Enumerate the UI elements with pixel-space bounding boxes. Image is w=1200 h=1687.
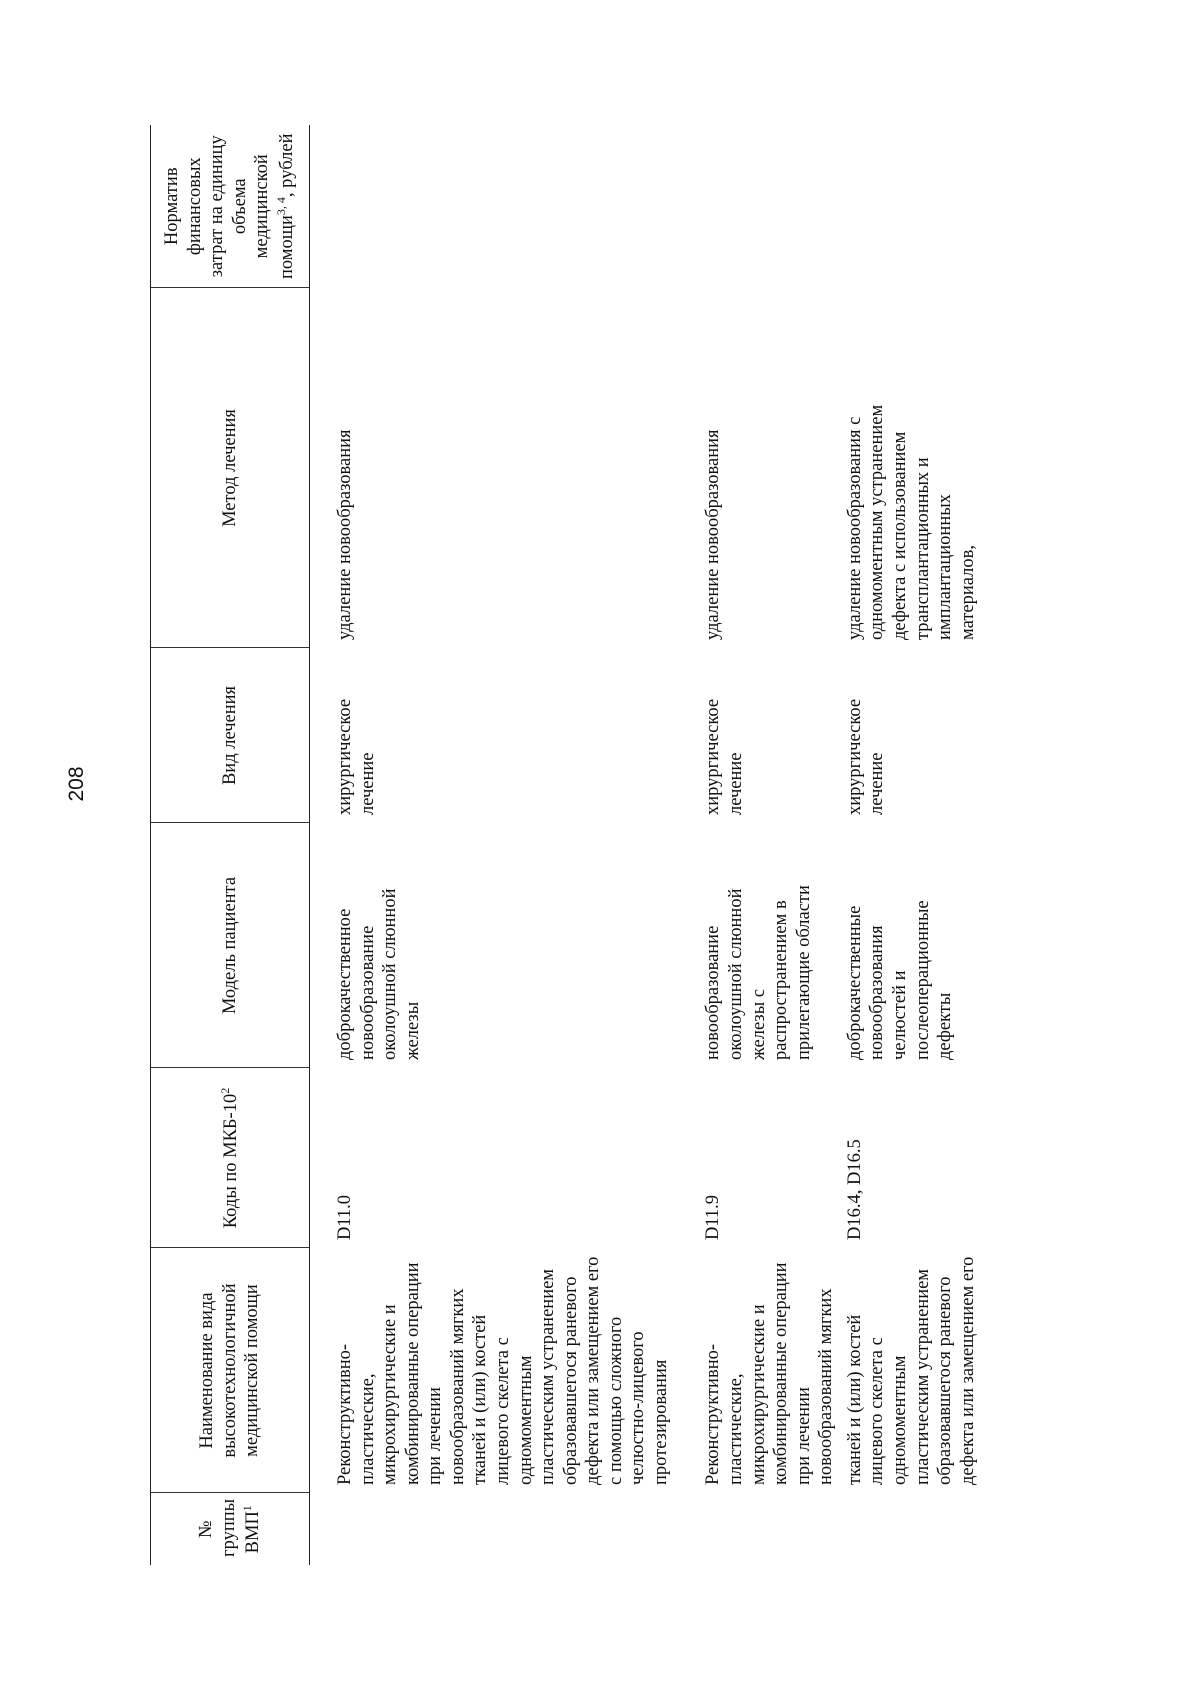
cell-icd-codes: D16.4, D16.5 [844, 1139, 865, 1240]
table-row [838, 125, 979, 1565]
header-patient-model: Модель пациента [151, 823, 310, 1068]
cell-group-number [672, 1493, 837, 1565]
cell-cost-norm [672, 125, 837, 288]
cell-vmp-name: тканей и (или) костей лицевого скелета с одномоментным пластическим устранением образовавшегося раневого дефекта или замещением его [844, 1256, 978, 1485]
table-row [310, 125, 673, 1565]
cell-patient-model: доброкачественные новообразования челюстей и послеоперационные дефекты [844, 900, 956, 1060]
table-row [672, 125, 837, 1565]
cell-treatment-method: удаление новообразования [703, 429, 724, 640]
rotated-table-page [150, 125, 1030, 1565]
cell-cost-norm [310, 125, 673, 288]
cell-group-number [310, 1493, 673, 1565]
header-vmp-name: Наименование вида высокотехнологичной медицинской помощи [151, 1248, 310, 1493]
cell-treatment-type: хирургическое лечение [703, 698, 746, 815]
cell-treatment-method: удаление новообразования [335, 429, 355, 640]
cell-icd-codes: D11.0 [335, 1194, 355, 1240]
cell-treatment-method: удаление новообразования с одномоментным устранением дефекта с использованием трансплантационных и имплантационных материалов, [844, 404, 978, 640]
cell-treatment-type: хирургическое лечение [335, 698, 378, 815]
cell-vmp-name: Реконструктивно- пластические, микрохирургические и комбинированные операции при лечении новообразований мягких тканей и (или) костей лицевого скелета с одномоментным пластическим устранением образовавшегося раневого дефекта или замещением его с помощью сложного челюстно-лицевого протезирования [335, 1256, 671, 1485]
cell-patient-model: новообразование околоушной слюнной железы с распространением в прилегающие области [703, 885, 814, 1060]
table-header [151, 125, 310, 1565]
cell-patient-model: доброкачественное новообразование околоушной слюнной железы [335, 888, 423, 1060]
vmp-table [150, 125, 979, 1565]
cell-icd-codes: D11.9 [703, 1194, 724, 1240]
header-group-number: № группы ВМП$^1$ [151, 1493, 310, 1565]
header-cost-norm: Норматив финансовых затрат на единицу объема медицинской помощи$^{3, 4}$, рублей [151, 125, 310, 288]
cell-treatment-type: хирургическое лечение [844, 698, 888, 815]
cell-vmp-name: Реконструктивно- пластические, микрохирургические и комбинированные операции при лечении новообразований мягких [703, 1262, 837, 1485]
header-treatment-method: Метод лечения [151, 288, 310, 648]
header-treatment-type: Вид лечения [151, 648, 310, 823]
header-icd-codes: Коды по МКБ-$10^2$ [151, 1068, 310, 1248]
cell-cost-norm [838, 125, 979, 288]
cell-group-number [838, 1493, 979, 1565]
page-number: 208 [65, 766, 88, 802]
